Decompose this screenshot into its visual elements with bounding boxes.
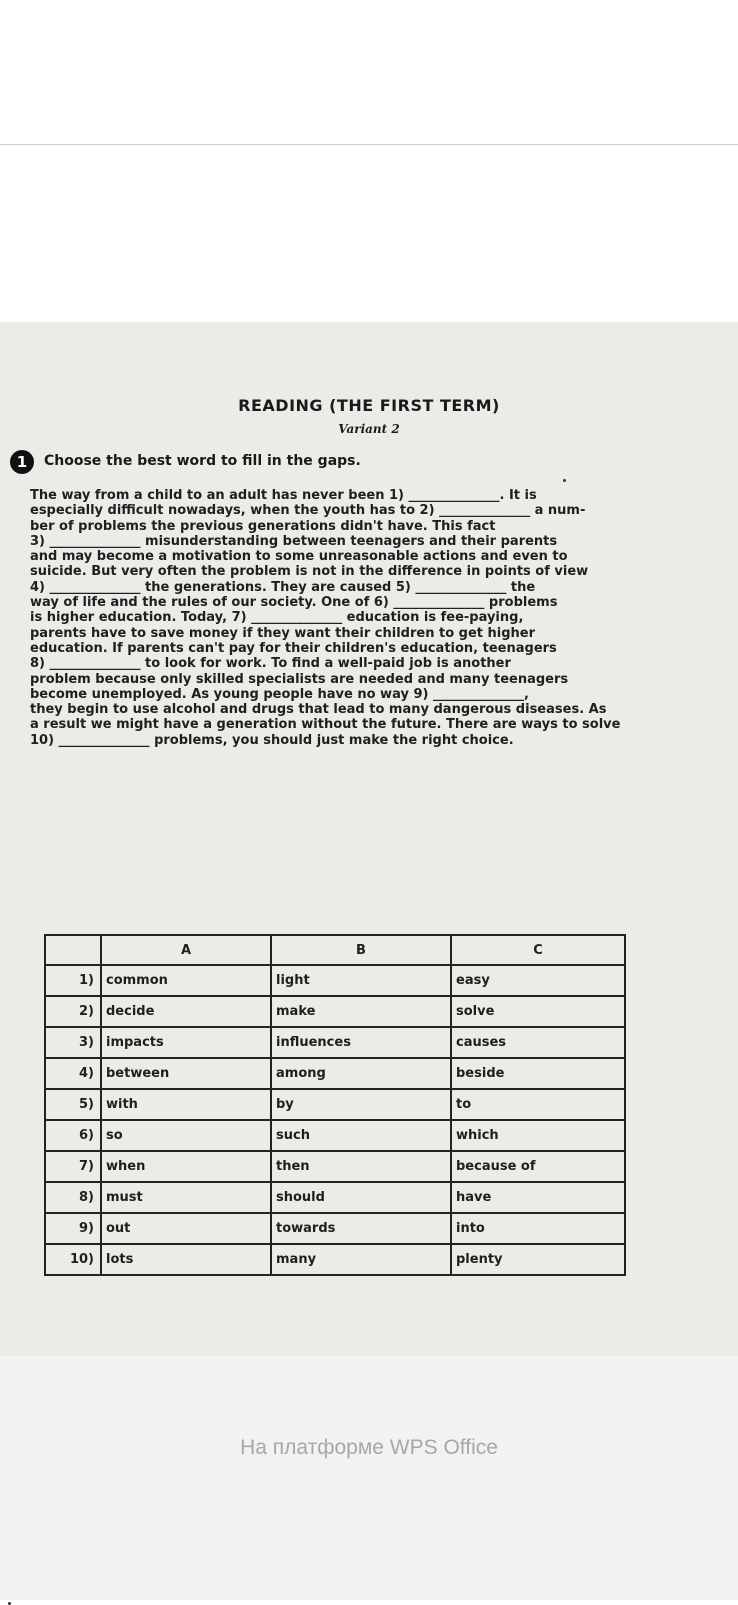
table-row	[45, 1182, 625, 1213]
option-number: 7)	[45, 1151, 101, 1182]
passage-line: education. If parents can't pay for their children's education, teenagers	[30, 640, 557, 656]
table-row	[45, 1089, 625, 1120]
option-c: which	[451, 1120, 625, 1151]
option-number: 2)	[45, 996, 101, 1027]
passage-line: ber of problems the previous generations didn't have. This fact	[30, 518, 496, 534]
passage-line: problem because only skilled specialists are needed and many teenagers	[30, 671, 569, 687]
option-c: easy	[451, 965, 625, 996]
variant-label: Variant 2	[338, 422, 400, 436]
top-app-bar	[0, 0, 738, 145]
passage-line: suicide. But very often the problem is not in the difference in points of view	[30, 564, 589, 580]
table-header-a: A	[101, 935, 271, 965]
reading-passage	[30, 488, 686, 748]
table-header-row	[45, 935, 625, 965]
option-a: so	[101, 1120, 271, 1151]
option-number: 8)	[45, 1182, 101, 1213]
option-number: 5)	[45, 1089, 101, 1120]
option-a: when	[101, 1151, 271, 1182]
passage-line: 10) ______________ problems, you should just make the right choice.	[30, 732, 514, 748]
table-row	[45, 1120, 625, 1151]
task-instruction: Choose the best word to fill in the gaps.	[44, 453, 361, 469]
option-a: between	[101, 1058, 271, 1089]
option-a: lots	[101, 1244, 271, 1275]
table-row	[45, 965, 625, 996]
passage-line: become unemployed. As young people have no way 9) ______________,	[30, 686, 529, 702]
top-blank-area	[0, 145, 738, 322]
passage-line: 4) ______________ the generations. They are caused 5) ______________ the	[30, 579, 536, 595]
table-row	[45, 1151, 625, 1182]
option-b: towards	[271, 1213, 451, 1244]
option-c: into	[451, 1213, 625, 1244]
option-b: make	[271, 996, 451, 1027]
passage-line: The way from a child to an adult has never been 1) ______________. It is	[30, 488, 537, 503]
option-b: then	[271, 1151, 451, 1182]
option-number: 9)	[45, 1213, 101, 1244]
option-c: plenty	[451, 1244, 625, 1275]
table-row	[45, 996, 625, 1027]
scanned-page	[0, 322, 738, 1356]
footer-caption: На платформе WPS Office	[240, 1436, 498, 1459]
passage-line: they begin to use alcohol and drugs that lead to many dangerous diseases. As	[30, 702, 607, 718]
option-b: such	[271, 1120, 451, 1151]
passage-line: and may become a motivation to some unreasonable actions and even to	[30, 549, 568, 565]
footer-bar	[0, 1356, 738, 1600]
answer-options-table	[44, 934, 626, 1276]
option-a: out	[101, 1213, 271, 1244]
option-b: influences	[271, 1027, 451, 1058]
table-row	[45, 1213, 625, 1244]
option-a: impacts	[101, 1027, 271, 1058]
option-b: many	[271, 1244, 451, 1275]
option-number: 6)	[45, 1120, 101, 1151]
task-number-badge: 1	[10, 450, 34, 474]
option-c: because of	[451, 1151, 625, 1182]
option-c: solve	[451, 996, 625, 1027]
passage-line: especially difficult nowadays, when the youth has to 2) ______________ a num-	[30, 503, 586, 519]
page-title: READING (THE FIRST TERM)	[238, 396, 500, 415]
option-b: among	[271, 1058, 451, 1089]
table-header-number	[45, 935, 101, 965]
table-header-b: B	[271, 935, 451, 965]
option-a: with	[101, 1089, 271, 1120]
option-a: decide	[101, 996, 271, 1027]
passage-line: 3) ______________ misunderstanding between teenagers and their parents	[30, 533, 558, 549]
option-number: 1)	[45, 965, 101, 996]
passage-line: 8) ______________ to look for work. To find a well-paid job is another	[30, 656, 511, 672]
option-b: should	[271, 1182, 451, 1213]
option-b: by	[271, 1089, 451, 1120]
option-number: 4)	[45, 1058, 101, 1089]
option-a: must	[101, 1182, 271, 1213]
option-b: light	[271, 965, 451, 996]
passage-line: is higher education. Today, 7) ______________ education is fee-paying,	[30, 610, 524, 626]
passage-line: parents have to save money if they want their children to get higher	[30, 625, 536, 641]
scan-speck	[563, 479, 566, 482]
table-header-c: C	[451, 935, 625, 965]
option-a: common	[101, 965, 271, 996]
option-number: 10)	[45, 1244, 101, 1275]
option-number: 3)	[45, 1027, 101, 1058]
option-c: to	[451, 1089, 625, 1120]
option-c: causes	[451, 1027, 625, 1058]
passage-line: way of life and the rules of our society. One of 6) ______________ problems	[30, 595, 558, 611]
passage-line: a result we might have a generation without the future. There are ways to solve	[30, 717, 621, 733]
table-row	[45, 1058, 625, 1089]
option-c: beside	[451, 1058, 625, 1089]
table-row	[45, 1244, 625, 1275]
option-c: have	[451, 1182, 625, 1213]
table-row	[45, 1027, 625, 1058]
